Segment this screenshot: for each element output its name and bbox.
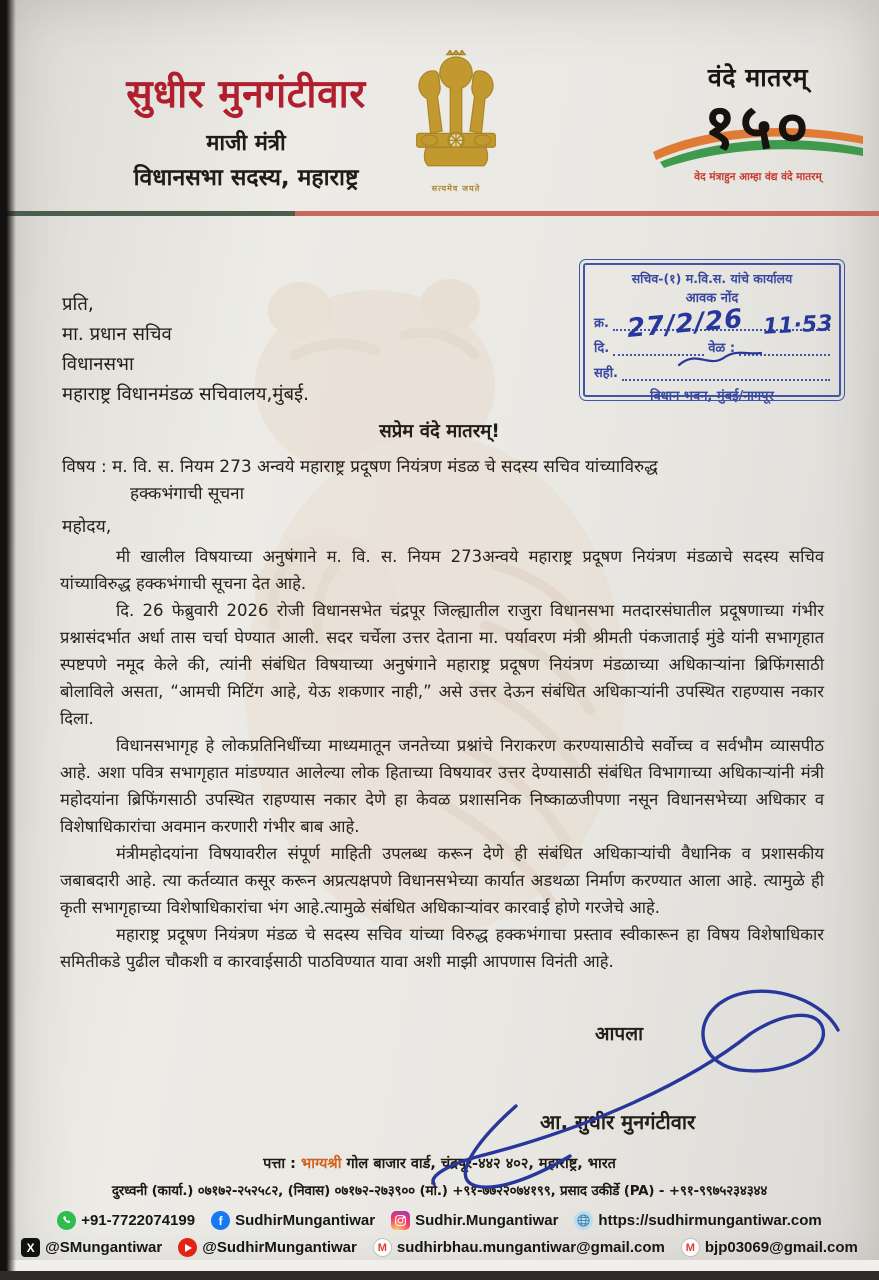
- instagram-icon: [391, 1211, 410, 1230]
- subject-label: विषय :: [62, 457, 107, 477]
- number-150: १५०: [703, 90, 813, 163]
- instagram-contact: [391, 1211, 558, 1230]
- divider-red-segment: [295, 211, 879, 216]
- stamp-date-label: दि.: [594, 340, 610, 356]
- national-emblem: [398, 50, 514, 206]
- youtube-icon: [178, 1238, 197, 1257]
- stamp-handwritten-date: 27/2/26: [625, 303, 745, 345]
- letterhead-title-1: माजी मंत्री: [206, 130, 286, 156]
- facebook-contact: [211, 1211, 375, 1230]
- scan-left-edge: [0, 0, 16, 1280]
- address-highlight: भाग्यश्री: [301, 1156, 342, 1172]
- vande-mataram-150-logo: [652, 60, 864, 184]
- paragraph: मंत्रीमहोदयांना विषयावरील संपूर्ण माहिती उपलब्ध करून देणे ही संबंधित अधिकाऱ्यांची वैधानिक व प्रशासकीय जबाबदारी आहे. त्या कर्तव्यात कसूर करून अप्रत्यक्षपणे विधानसभेच्या कार्यात अडथळा निर्माण करण्यात आला आहे. त्यामुळे ही कृती सभागृहाच्या विशेषाधिकारांचा भंग आहे.त्यामुळे संबंधित अधिकाऱ्यांवर कारवाई होणे गरजेचे आहे.: [60, 844, 824, 917]
- greeting: महोदय,: [62, 517, 112, 537]
- salutation: सप्रेम वंदे मातरम्!: [379, 421, 500, 442]
- closing-yours: आपला: [595, 1023, 644, 1045]
- gmail-contact-1: [373, 1238, 665, 1257]
- letterhead-title-2: विधानसभा सदस्य, महाराष्ट्र: [133, 164, 359, 191]
- paragraph: विधानसभागृह हे लोकप्रतिनिधींच्या माध्यमातून जनतेच्या प्रश्नांचे निराकरण करण्यासाठीचे सर्वोच्च व सर्वभौम व्यासपीठ आहे. अशा पवित्र सभागृहात मांडण्यात आलेल्या लोक हिताच्या विषयावर उत्तर देण्यासाठी संबंधित विभागाच्या अधिकाऱ्यांनी मंत्री महोदयांना ब्रिफिंगसाठी उपस्थित राहण्यास नकार देणे हा केवळ प्रशासनिक निष्काळजीपणा नसून विधानसभेच्या अधिकार व विशेषाधिकारांचा अवमान करणारी गंभीर बाब आहे.: [60, 736, 824, 836]
- stamp-time-label: वेळ :: [708, 340, 736, 356]
- inward-stamp: [583, 263, 841, 404]
- vande-mataram-text: वंदे मातरम्: [707, 63, 809, 92]
- globe-icon: [574, 1211, 593, 1230]
- scan-bottom-strip: [0, 1260, 879, 1271]
- scan-bottom-bar: [0, 1271, 879, 1280]
- recipient-line: विधानसभा: [62, 354, 134, 375]
- emblem-caption: सत्यमेव जयते: [431, 184, 481, 193]
- gmail-icon: M: [681, 1238, 700, 1257]
- social-row-2: [0, 1238, 879, 1257]
- gmail-address-2: bjp03069@gmail.com: [704, 1239, 858, 1256]
- facebook-handle: SudhirMungantiwar: [235, 1212, 376, 1229]
- x-handle: @SMungantiwar: [45, 1239, 163, 1256]
- stamp-handwritten-time: 11·53: [762, 311, 834, 340]
- paragraph: मी खालील विषयाच्या अनुषंगाने म. वि. स. नियम 273अन्वये महाराष्ट्र प्रदूषण नियंत्रण मंडळाचे सदस्य सचिव यांच्याविरुद्ध हक्कभंगाची सूचना देत आहे.: [60, 547, 824, 593]
- whatsapp-icon: [57, 1211, 76, 1230]
- letterhead: [36, 72, 456, 192]
- x-icon: X: [21, 1238, 40, 1257]
- gmail-contact-2: [681, 1238, 858, 1257]
- stamp-sign-label: सही.: [594, 365, 618, 381]
- letter-body: [60, 543, 824, 975]
- social-row-1: [0, 1211, 879, 1230]
- youtube-handle: @SudhirMungantiwar: [202, 1239, 357, 1256]
- address-label: पत्ता :: [263, 1156, 301, 1172]
- stamp-office-line: सचिव-(१) म.वि.स. यांचे कार्यालय: [631, 271, 793, 286]
- recipient-line: मा. प्रधान सचिव: [62, 324, 172, 345]
- website-url: https://sudhirmungantiwar.com: [598, 1212, 822, 1229]
- stamp-footer: विधान भवन, मुंबई/नागपूर: [650, 388, 774, 404]
- handwritten-signature: [420, 978, 865, 1193]
- youtube-contact: [178, 1238, 357, 1257]
- recipient-block: [62, 290, 309, 410]
- vande-mataram-tagline: वेद मंत्राहुन आम्हा वंद्य वंदे मातरम्: [694, 171, 822, 183]
- ashoka-emblem-icon: [398, 50, 514, 182]
- whatsapp-contact: [57, 1211, 195, 1230]
- instagram-handle: Sudhir.Mungantiwar: [415, 1212, 559, 1229]
- recipient-line: प्रति,: [62, 294, 94, 315]
- subject-block: [62, 454, 832, 508]
- footer-phones: दुरध्वनी (कार्या.) ०७१७२-२५२५८२, (निवास) ०७१७२-२७३९०० (मो.) +९१-७७२२०७४१९९, प्रसाद उकीर्डे (PA) - +९१-९९७५२३४३४४: [111, 1183, 768, 1199]
- gmail-address-1: sudhirbhau.mungantiwar@gmail.com: [396, 1239, 665, 1256]
- letterhead-name: सुधीर मुनगंटीवार: [126, 72, 366, 117]
- paragraph: दि. 26 फेब्रुवारी 2026 रोजी विधानसभेत चंद्रपूर जिल्ह्यातील राजुरा विधानसभा मतदारसंघातील प्रदूषणाच्या गंभीर प्रश्नासंदर्भात अर्धा तास चर्चा घेण्यात आली. सदर चर्चेला उत्तर देताना मा. पर्यावरण मंत्री श्रीमती पंकजाताई मुंडे यांनी सभागृहात स्पष्टपणे नमूद केले की, त्यांनी संबंधित विषयाच्या अनुषंगाने महाराष्ट्र प्रदूषण नियंत्रण मंडळाच्या अधिकाऱ्यांना ब्रिफिंगसाठी बोलाविले असता, “आमची मिटिंग आहे, येऊ शकणार नाही,” असे उत्तर देऊन संबंधित अधिकाऱ्यांनी उपस्थित राहण्यास नकार दिला.: [60, 601, 824, 728]
- whatsapp-number: +91-7722074199: [81, 1212, 196, 1229]
- address-rest: गोल बाजार वार्ड, चंद्रपूर-४४२ ४०२, महाराष्ट्र, भारत: [341, 1156, 616, 1172]
- subject-line-2: हक्कभंगाची सूचना: [130, 484, 244, 504]
- subject-line-1: म. वि. स. नियम 273 अन्वये महाराष्ट्र प्रदूषण नियंत्रण मंडळ चे सदस्य सचिव यांच्याविरुद्ध: [112, 457, 658, 477]
- stamp-number-label: क्र.: [594, 315, 609, 331]
- stamp-inward-label: आवक नोंद: [685, 290, 739, 306]
- stamp-initials-squiggle: [675, 347, 765, 373]
- facebook-icon: f: [211, 1211, 230, 1230]
- signatory-name: आ. सुधीर मुनगंटीवार: [540, 1110, 696, 1134]
- website-contact: [574, 1211, 821, 1230]
- recipient-line: महाराष्ट्र विधानमंडळ सचिवालय,मुंबई.: [62, 384, 310, 405]
- x-contact: [21, 1238, 162, 1257]
- gmail-icon: M: [373, 1238, 392, 1257]
- paragraph: महाराष्ट्र प्रदूषण नियंत्रण मंडळ चे सदस्य सचिव यांच्या विरुद्ध हक्कभंगाचा प्रस्ताव स्वीकारून हा विषय विशेषाधिकार समितीकडे पुढील चौकशी व कारवाईसाठी पाठविण्यात यावा अशी माझी आपणास विनंती आहे.: [60, 925, 824, 971]
- header-divider: [0, 211, 879, 216]
- divider-green-segment: [0, 211, 295, 216]
